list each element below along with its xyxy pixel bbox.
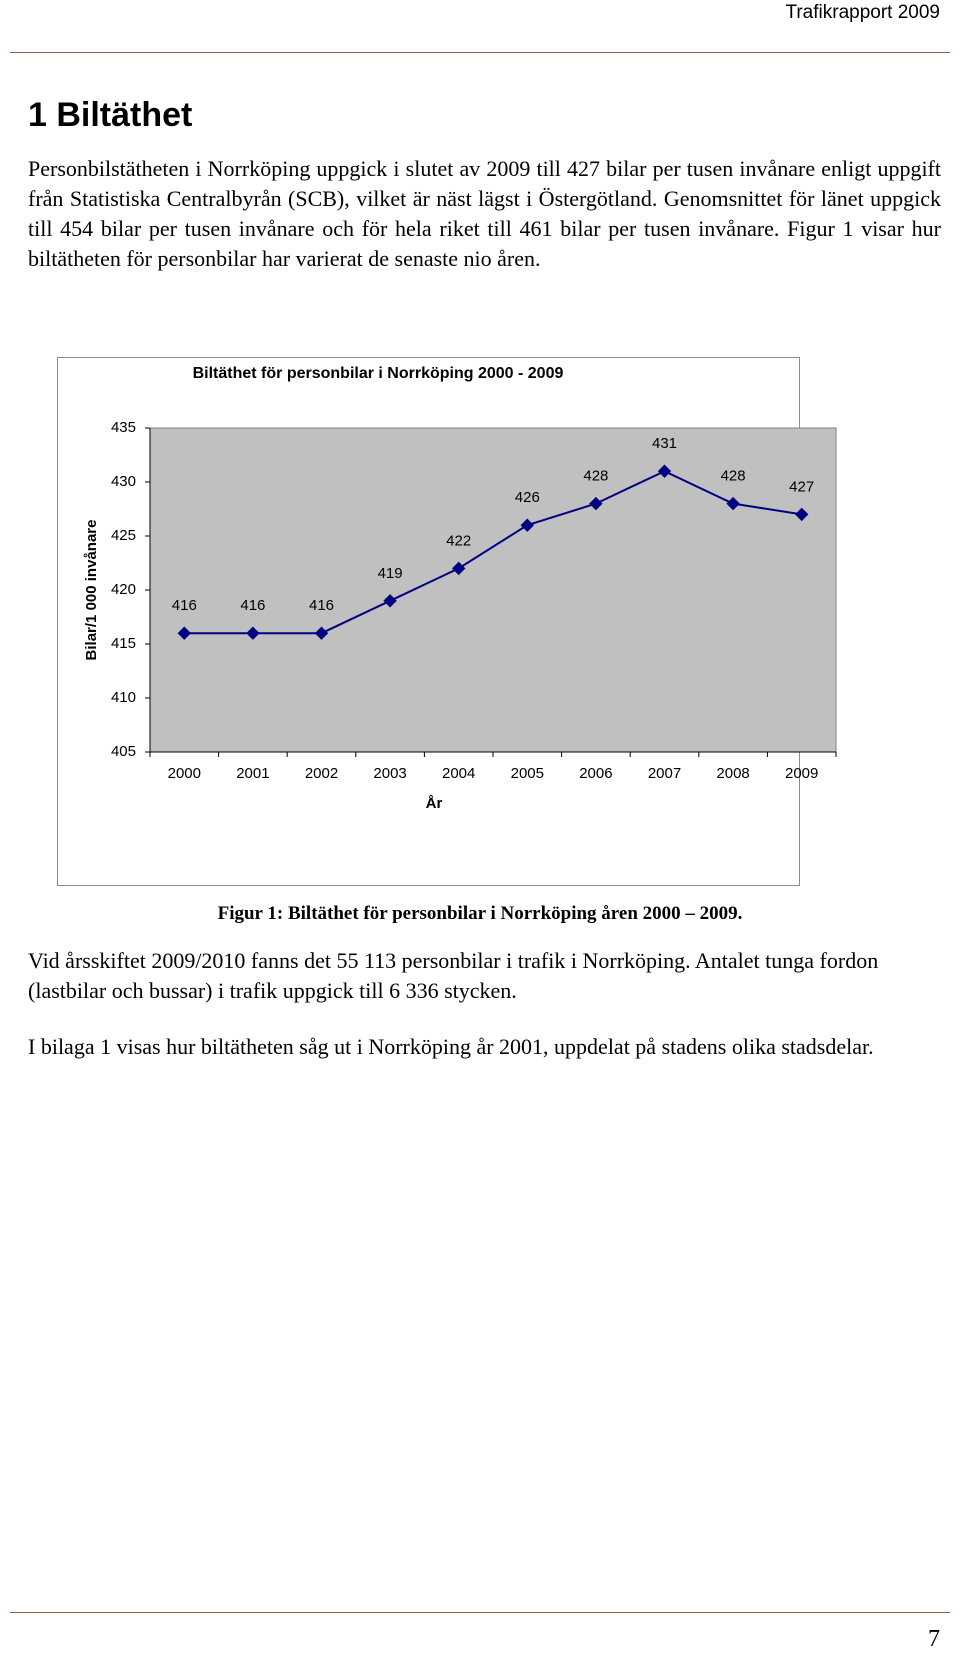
x-tick-label: 2008 xyxy=(716,764,750,782)
data-label: 431 xyxy=(651,435,678,453)
header-rule xyxy=(10,52,950,53)
x-tick-label: 2005 xyxy=(510,764,544,782)
x-tick-label: 2004 xyxy=(442,764,476,782)
data-label: 428 xyxy=(583,467,609,485)
figure-caption: Figur 1: Biltäthet för personbilar i Norrköping åren 2000 – 2009. xyxy=(217,903,743,924)
density-line-chart xyxy=(58,358,819,885)
page-number: 7 xyxy=(928,1626,940,1652)
data-label: 419 xyxy=(377,564,403,582)
chart-title: Biltäthet för personbilar i Norrköping 2000 - 2009 xyxy=(192,365,564,383)
x-tick-label: 2009 xyxy=(785,764,819,782)
y-tick-label: 420 xyxy=(110,580,136,598)
data-label: 416 xyxy=(171,597,197,615)
x-tick-label: 2007 xyxy=(647,764,682,782)
y-tick-label: 415 xyxy=(110,634,136,652)
x-tick-label: 2006 xyxy=(579,764,613,782)
chart-frame xyxy=(57,357,819,886)
y-axis-title: Bilar/1 000 invånare xyxy=(82,519,100,661)
y-tick-label: 405 xyxy=(110,742,136,760)
x-tick-label: 2000 xyxy=(167,764,201,782)
y-tick-label: 425 xyxy=(110,526,136,544)
annex-paragraph: I bilaga 1 visas hur biltätheten såg ut i Norrköping år 2001, uppdelat på stadens olika stadsdelar. xyxy=(28,1034,874,1059)
x-tick-label: 2002 xyxy=(304,764,339,782)
x-tick-label: 2003 xyxy=(373,764,407,782)
data-label: 422 xyxy=(446,532,472,550)
y-axis xyxy=(111,419,150,760)
data-label: 416 xyxy=(240,597,266,615)
x-axis xyxy=(150,752,836,782)
data-label: 427 xyxy=(789,478,815,496)
fleet-paragraph: Vid årsskiftet 2009/2010 fanns det 55 113 personbilar i trafik i Norrköping. Antalet tunga fordon (lastbilar och bussar) i trafik uppgick till 6 336 stycken. xyxy=(28,948,879,1003)
intro-paragraph: Personbilstätheten i Norrköping uppgick i slutet av 2009 till 427 bilar per tusen invånare enligt uppgift från Statistiska Centralbyrån (SCB), vilket är näst lägst i Östergötland. Genomsnittet för länet uppgick till 454 bilar per tusen invånare och för hela riket till 461 bilar per tusen invånare. Figur 1 visar hur biltätheten för personbilar har varierat de senaste nio åren. xyxy=(28,156,941,271)
y-tick-label: 430 xyxy=(110,472,136,490)
x-axis-title: År xyxy=(425,794,443,812)
data-label: 416 xyxy=(308,597,335,615)
y-tick-label: 410 xyxy=(110,688,136,706)
section-heading: 1 Biltäthet xyxy=(28,96,193,134)
data-label: 428 xyxy=(720,467,746,485)
x-tick-label: 2001 xyxy=(236,764,270,782)
running-header: Trafikrapport 2009 xyxy=(785,2,940,23)
y-tick-label: 435 xyxy=(110,418,136,436)
footer-rule xyxy=(10,1612,950,1613)
data-label: 426 xyxy=(514,489,540,507)
